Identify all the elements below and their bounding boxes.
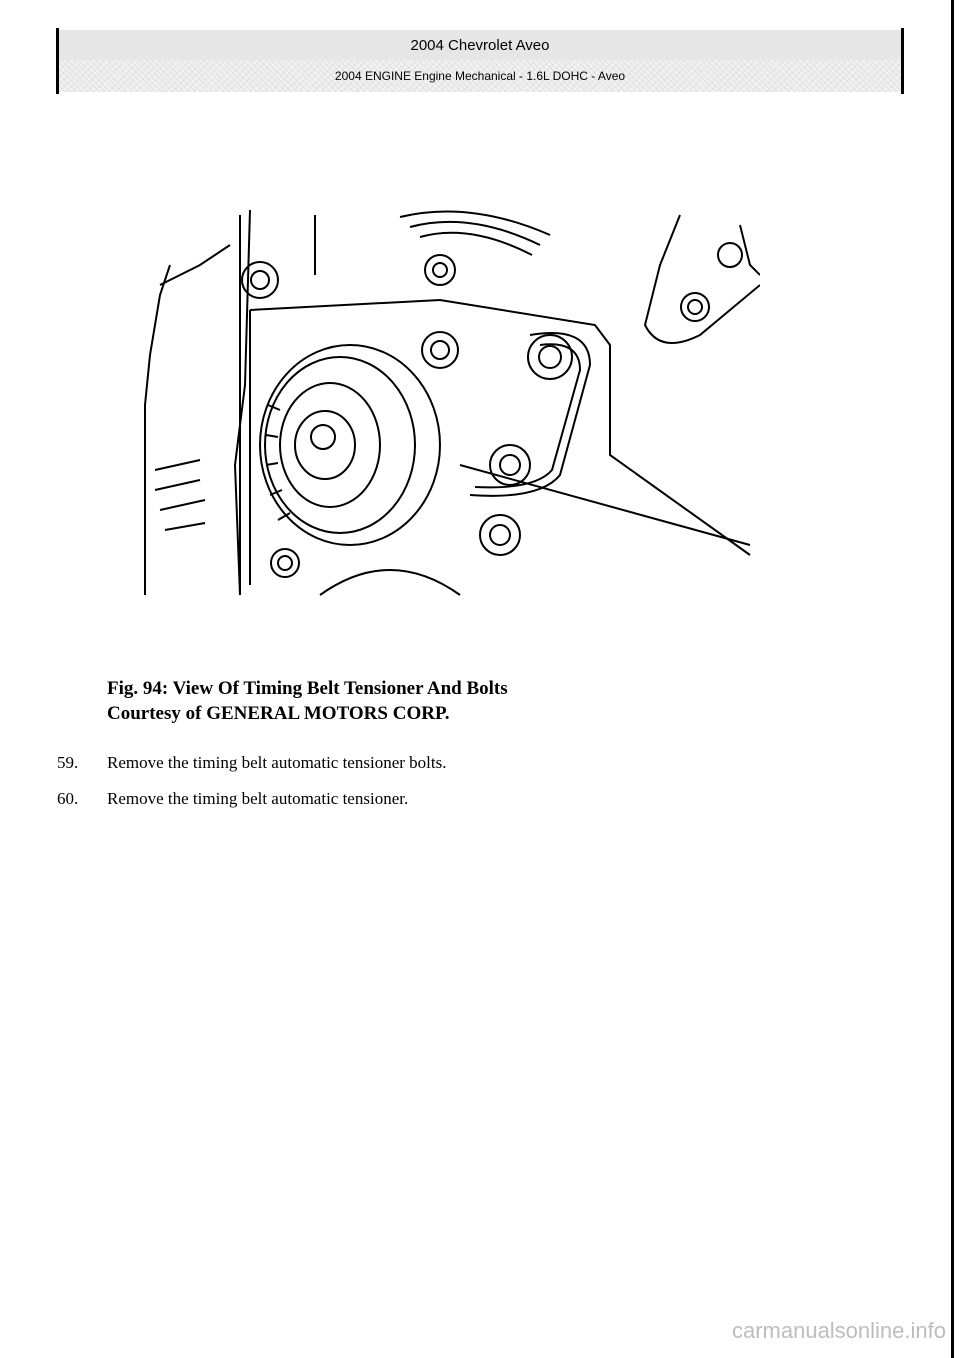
step-number: 60.	[57, 789, 79, 808]
header-subtitle: 2004 ENGINE Engine Mechanical - 1.6L DOHC - Aveo	[59, 60, 901, 92]
watermark: carmanualsonline.info	[731, 1318, 946, 1343]
document-header	[56, 28, 904, 94]
step-item	[57, 781, 446, 817]
timing-belt-tensioner-illustration	[140, 205, 760, 597]
header-title: 2004 Chevrolet Aveo	[59, 30, 901, 60]
page-border-rule	[951, 0, 954, 1358]
step-number: 59.	[57, 753, 79, 772]
step-text: Remove the timing belt automatic tensioner.	[107, 789, 409, 808]
caption-credit: Courtesy of GENERAL MOTORS CORP.	[107, 703, 450, 724]
step-text: Remove the timing belt automatic tensioner bolts.	[107, 753, 447, 772]
procedure-steps	[57, 745, 446, 817]
caption-title: Fig. 94: View Of Timing Belt Tensioner And Bolts	[107, 678, 508, 699]
figure-caption	[107, 676, 508, 726]
step-item	[57, 745, 446, 781]
